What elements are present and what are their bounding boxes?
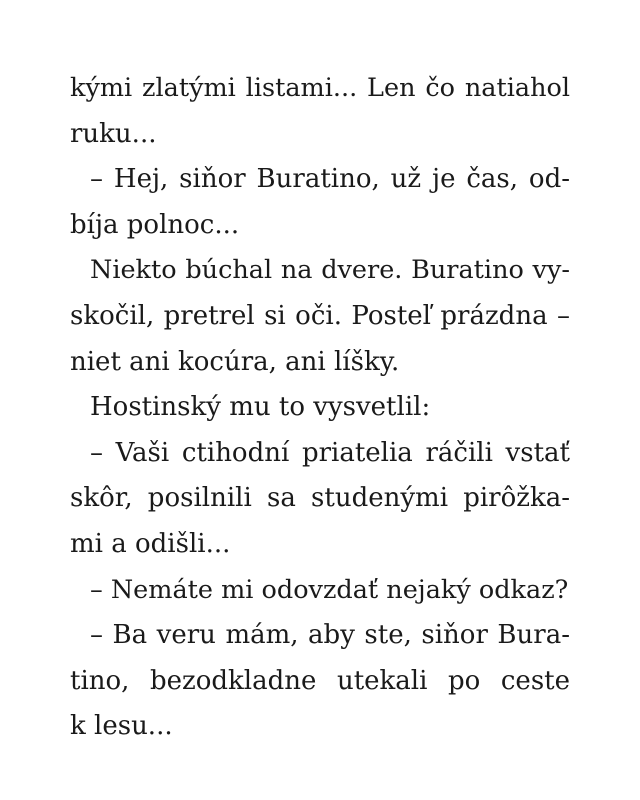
text-line: Niekto búchal na dvere. Buratino vy-	[90, 255, 570, 286]
text-line: tino, bezodkladne utekali po ceste	[70, 665, 570, 696]
text-line: Hostinský mu to vysvetlil:	[90, 392, 431, 423]
text-line: – Nemáte mi odovzdať nejaký odkaz?	[90, 574, 569, 605]
text-line: niet ani kocúra, ani líšky.	[70, 346, 400, 377]
text-line: – Hej, siňor Buratino, už je čas, od-	[90, 164, 570, 195]
text-line: k lesu...	[70, 711, 173, 742]
text-line: ruku...	[70, 118, 157, 149]
text-line: – Ba veru mám, aby ste, siňor Bura-	[90, 620, 570, 651]
text-line: skôr, posilnili sa studenými pirôžka-	[70, 483, 570, 514]
text-line: bíja polnoc...	[70, 209, 240, 240]
text-line: mi a odišli...	[70, 528, 231, 559]
text-line: kými zlatými listami... Len čo natiahol	[70, 73, 570, 103]
book-page-text	[70, 66, 570, 750]
text-line: – Vaši ctihodní priatelia ráčili vstať	[90, 437, 570, 468]
text-line: skočil, pretrel si oči. Posteľ prázdna –	[70, 300, 570, 331]
